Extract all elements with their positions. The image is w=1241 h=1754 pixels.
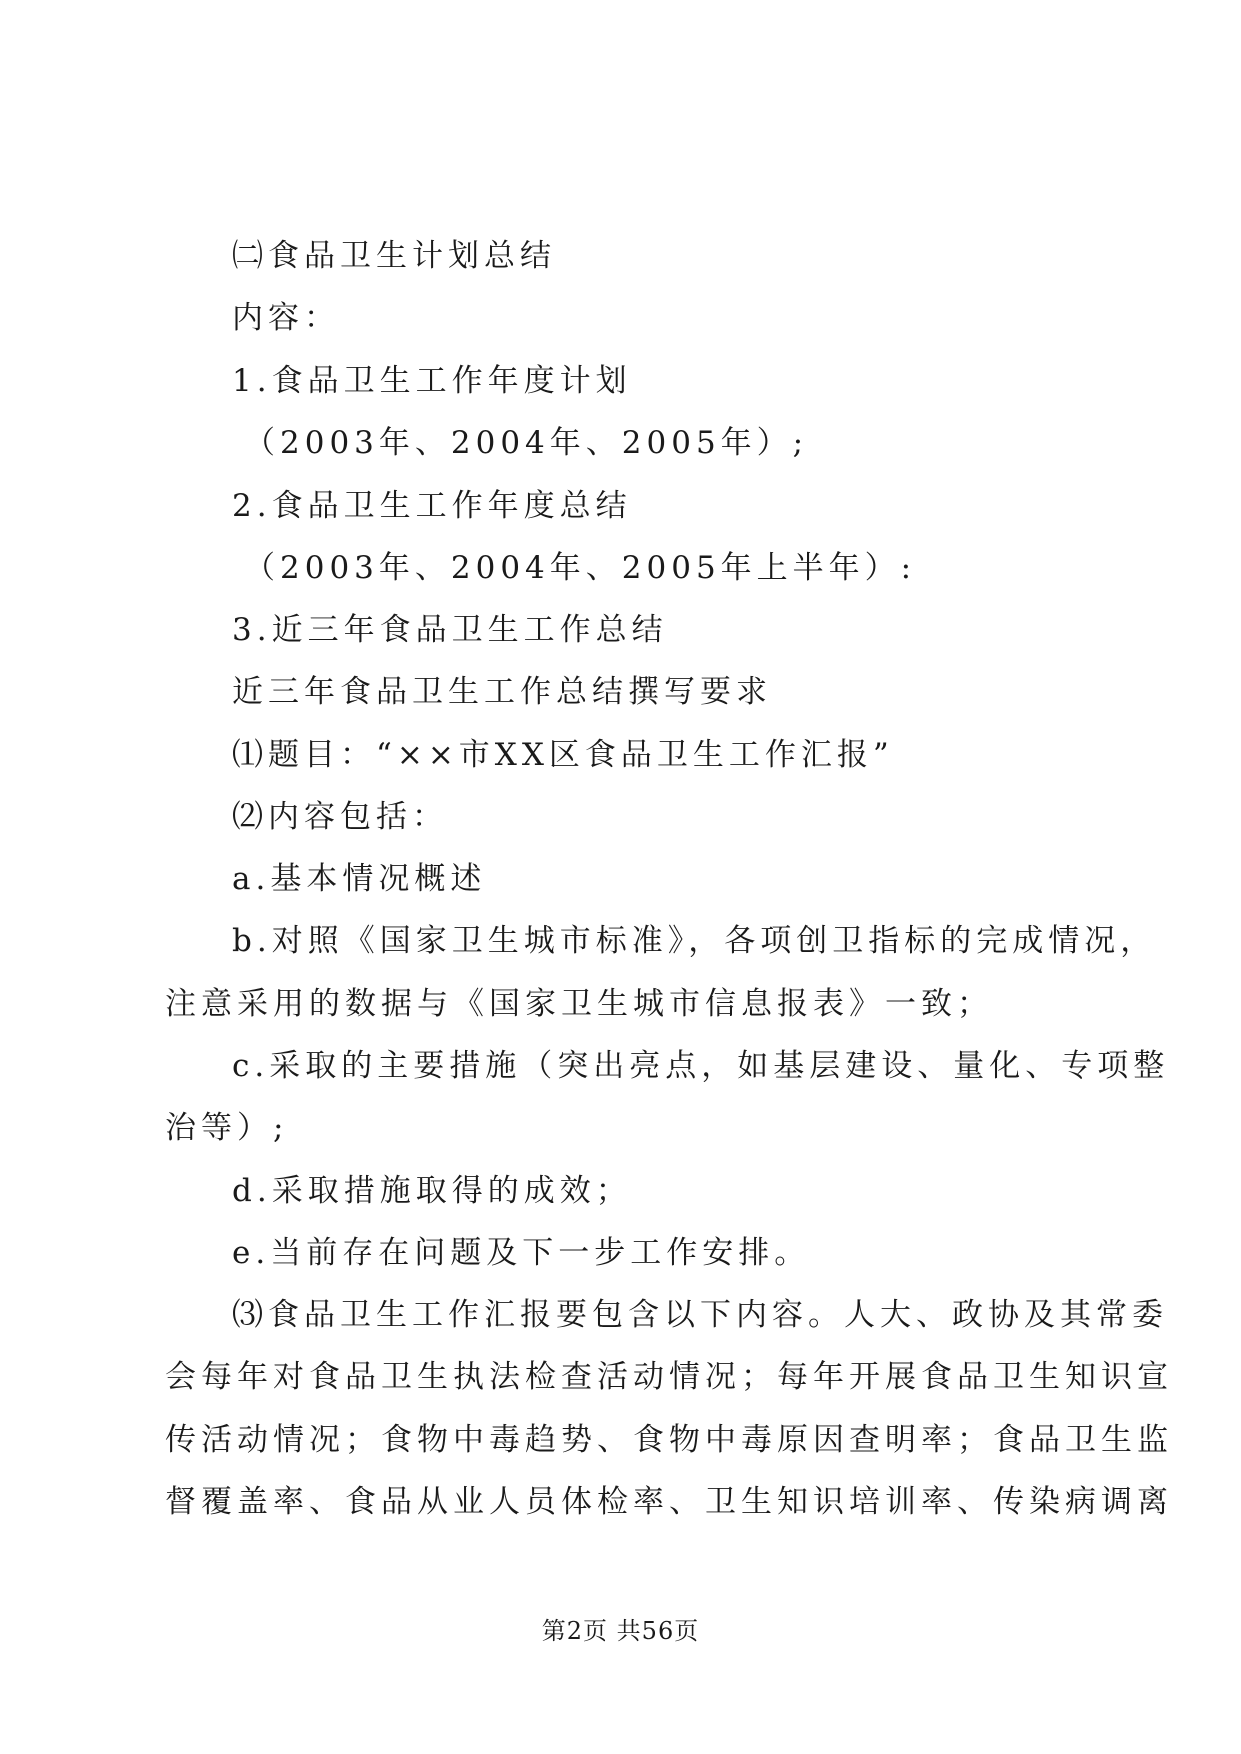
content-item: a.基本情况概述 [232, 861, 487, 897]
paragraph-continuation: 传活动情况；食物中毒趋势、食物中毒原因查明率；食品卫生监 [165, 1422, 1173, 1458]
requirement-item: ⑵内容包括： [232, 799, 448, 835]
page-number-footer: 第2页 共56页 [541, 1617, 700, 1645]
subheading: 近三年食品卫生工作总结撰写要求 [232, 674, 772, 710]
content-item: c.采取的主要措施（突出亮点，如基层建设、量化、专项整 [232, 1048, 1170, 1084]
paragraph-continuation: 督覆盖率、食品从业人员体检率、卫生知识培训率、传染病调离 [165, 1484, 1173, 1520]
content-item: d.采取措施取得的成效； [232, 1173, 632, 1209]
list-item: 1.食品卫生工作年度计划 [232, 363, 632, 399]
content-item: b.对照《国家卫生城市标准》，各项创卫指标的完成情况， [232, 923, 1157, 959]
content-label: 内容： [232, 300, 340, 336]
requirement-paragraph: ⑶食品卫生工作汇报要包含以下内容。人大、政协及其常委 [232, 1297, 1168, 1333]
list-item-years: （2003年、2004年、2005年）; [244, 425, 809, 461]
section-heading: ㈡食品卫生计划总结 [232, 238, 556, 274]
list-item: 2.食品卫生工作年度总结 [232, 488, 632, 524]
content-item-continuation: 治等）; [165, 1110, 289, 1146]
content-item: e.当前存在问题及下一步工作安排。 [232, 1235, 811, 1271]
paragraph-continuation: 会每年对食品卫生执法检查活动情况；每年开展食品卫生知识宣 [165, 1359, 1173, 1395]
list-item-years: （2003年、2004年、2005年上半年）: [244, 550, 917, 586]
list-item: 3.近三年食品卫生工作总结 [232, 612, 668, 648]
requirement-item: ⑴题目：“××市XX区食品卫生工作汇报” [232, 737, 894, 773]
content-item-continuation: 注意采用的数据与《国家卫生城市信息报表》一致； [165, 986, 993, 1022]
